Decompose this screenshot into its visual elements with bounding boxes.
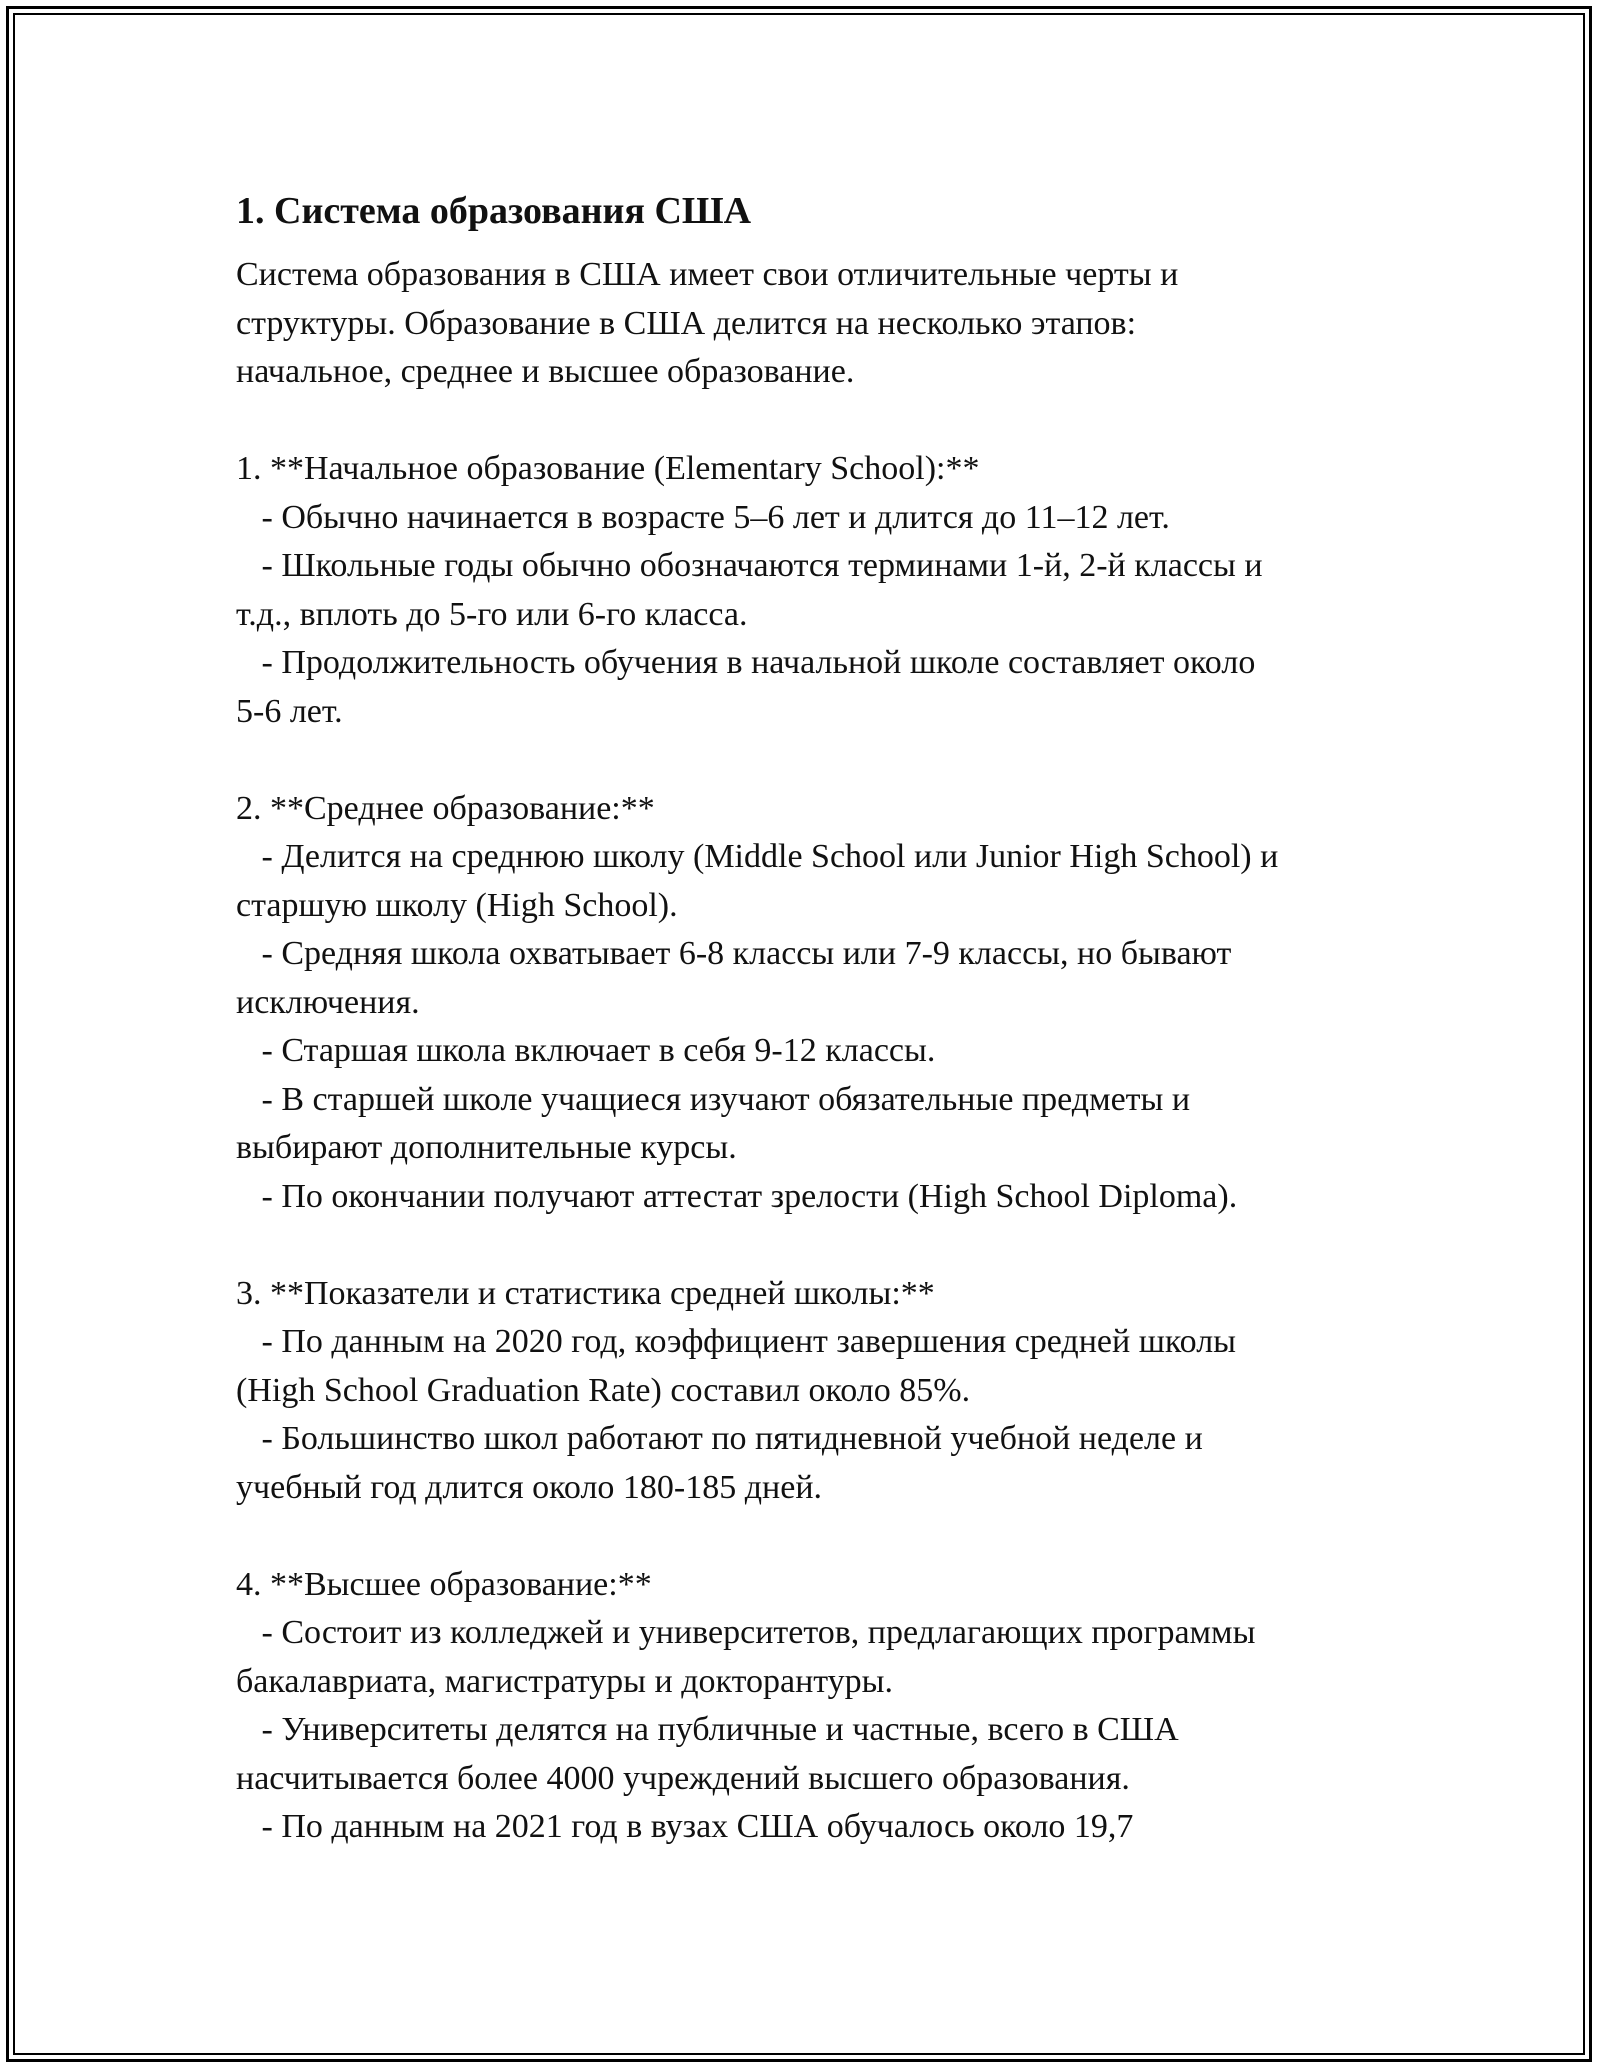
document-content [236, 185, 1386, 1852]
document-body-text: Система образования в США имеет свои отличительные черты и структуры. Образование в США делится на несколько этапов: начальное, среднее и высшее образование. 1. **Начальное образование (Elementary School):** - Обычно начинается в возрасте 5–6 лет и длится до 11–12 лет. - Школьные годы обычно обозначаются терминами 1-й, 2-й классы и т.д., вплоть до 5-го или 6-го класса. - Продолжительность обучения в начальной школе составляет около 5-6 лет. 2. **Среднее образование:** - Делится на среднюю школу (Middle School или Junior High School) и старшую школу (High School). - Средняя школа охватывает 6-8 классы или 7-9 классы, но бывают исключения. - Старшая школа включает в себя 9-12 классы. - В старшей школе учащиеся изучают обязательные предметы и выбирают дополнительные курсы. - По окончании получают аттестат зрелости (High School Diploma). 3. **Показатели и статистика средней школы:** - По данным на 2020 год, коэффициент завершения средней школы (High School Graduation Rate) составил около 85%. - Большинство школ работают по пятидневной учебной неделе и учебный год длится около 180-185 дней. 4. **Высшее образование:** - Состоит из колледжей и университетов, предлагающих программы бакалавриата, магистратуры и докторантуры. - Университеты делятся на публичные и частные, всего в США насчитывается более 4000 учреждений высшего образования. - По данным на 2021 год в вузах США обучалось около 19,7 [236, 256, 1279, 1845]
section-heading: 1. Система образования США [236, 190, 752, 232]
